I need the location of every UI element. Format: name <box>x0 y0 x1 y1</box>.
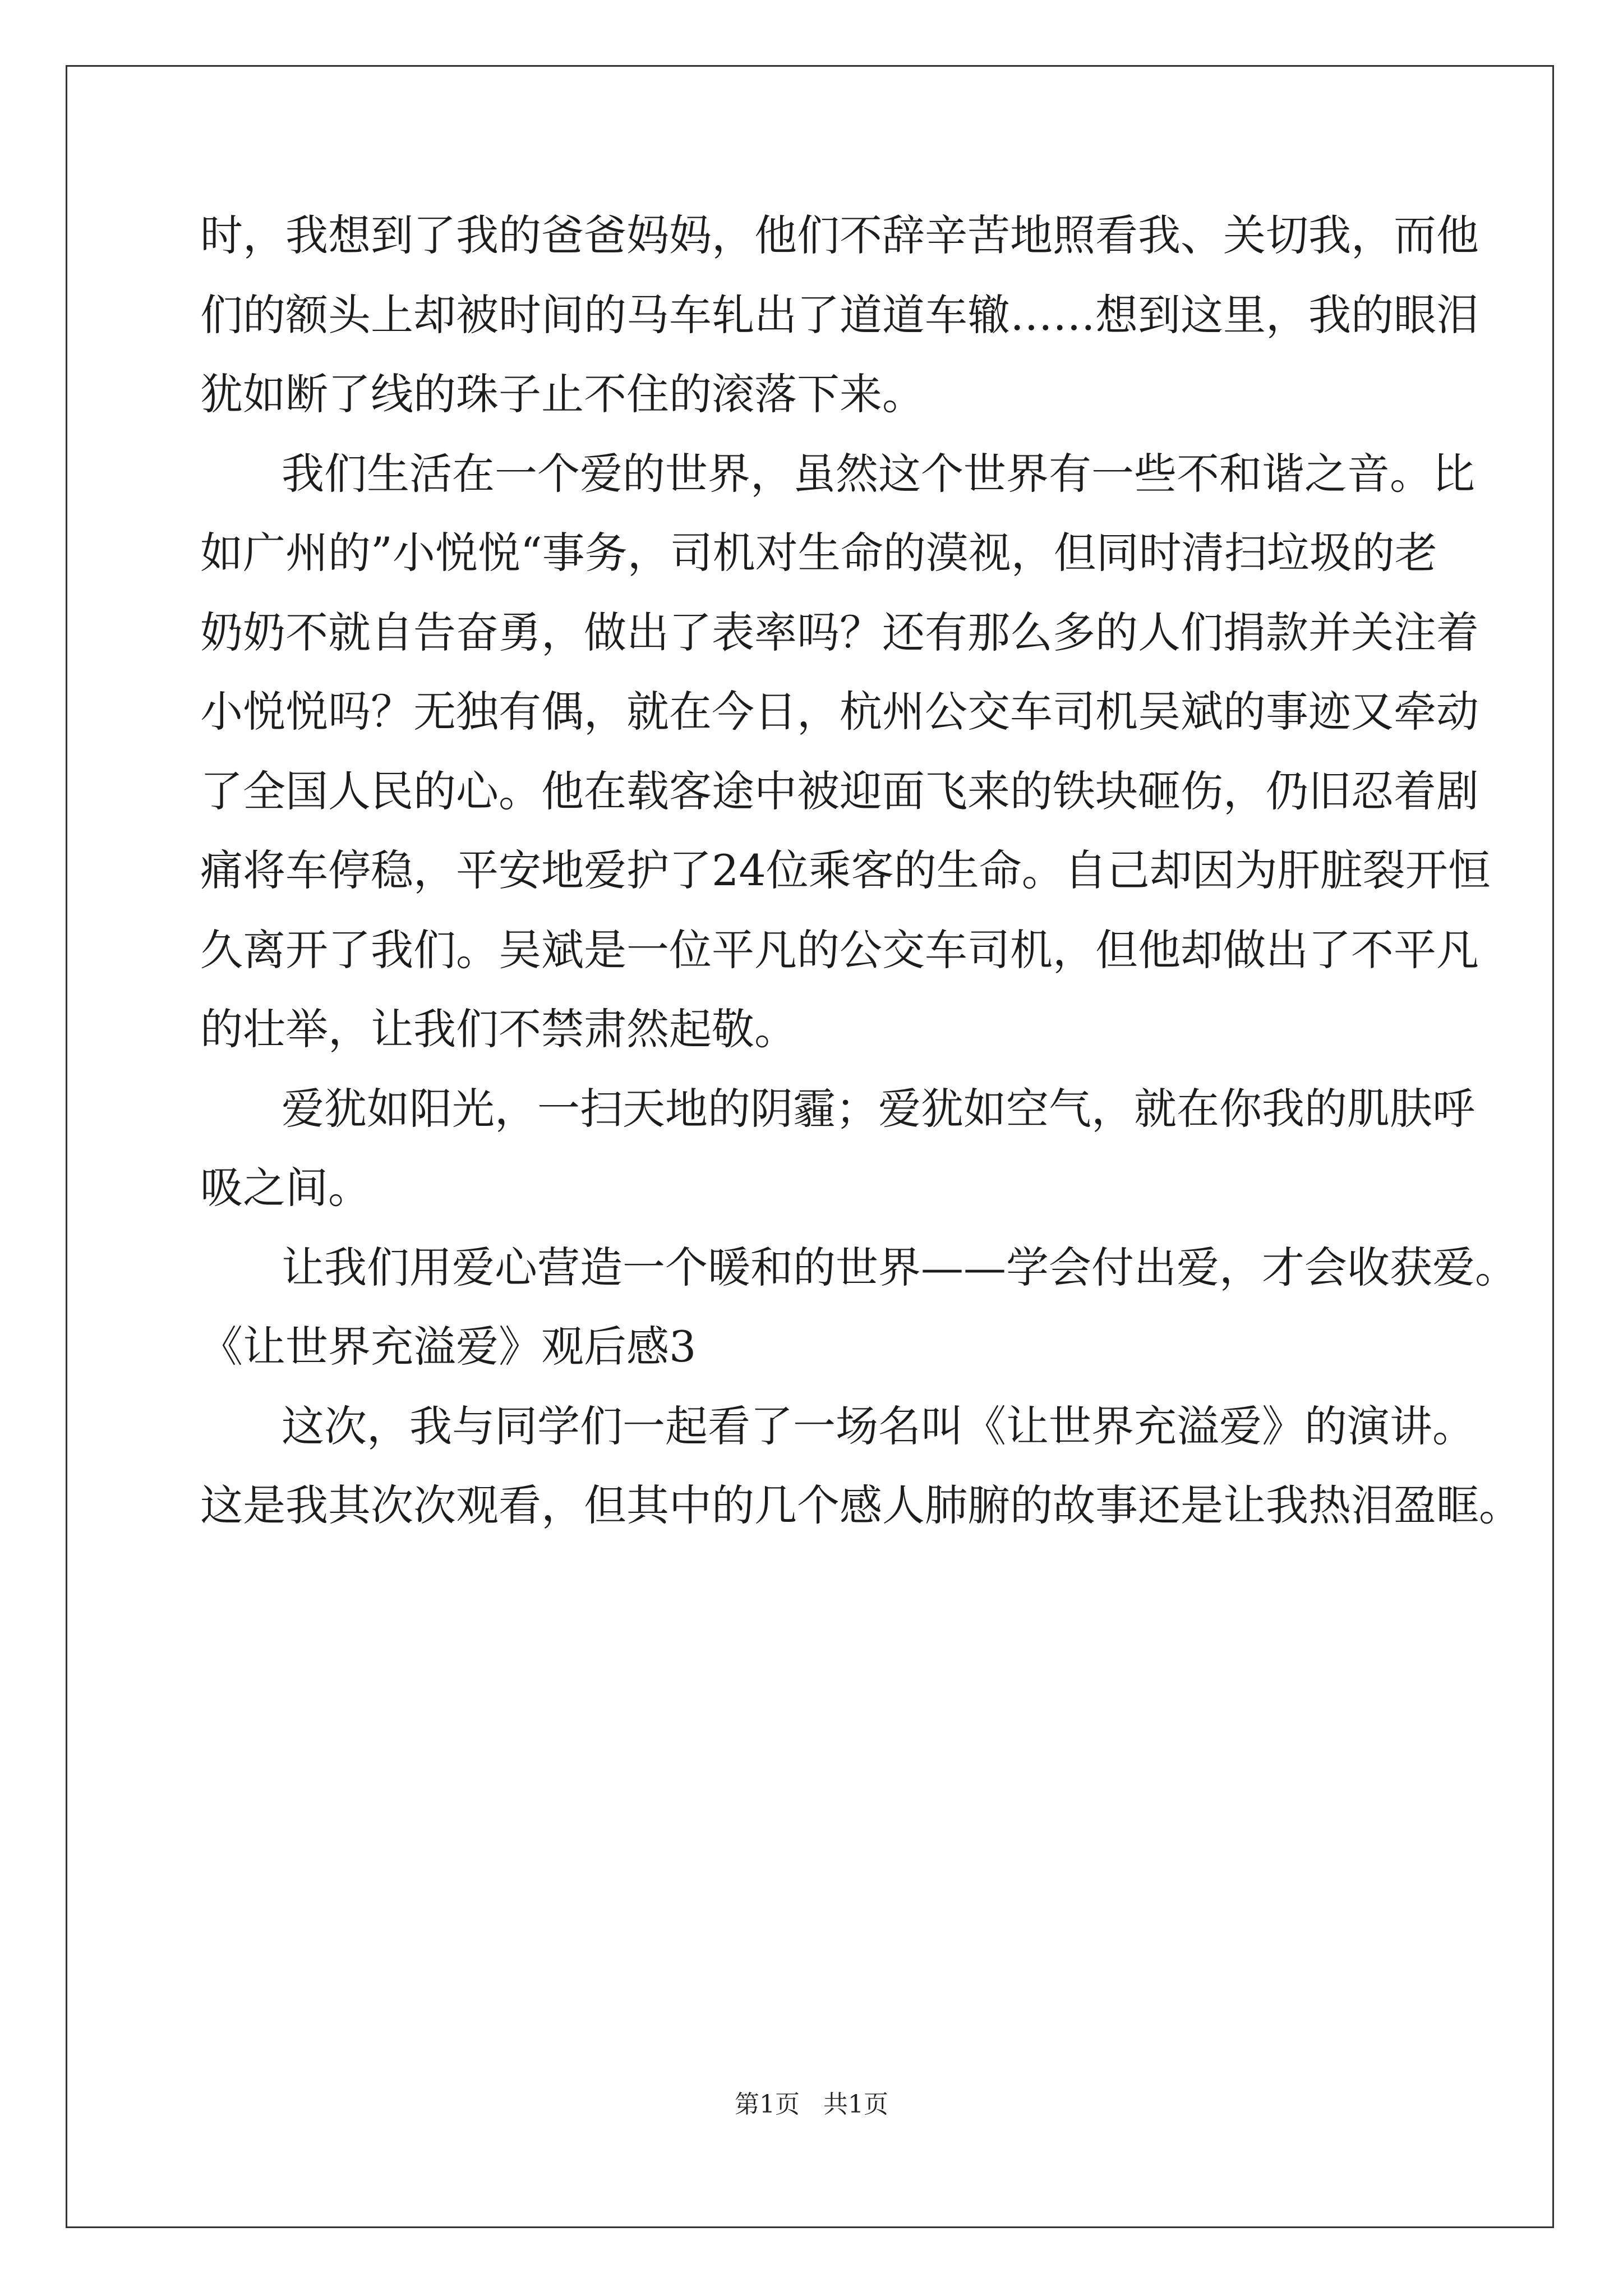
text-line: 痛将车停稳，平安地爱护了24位乘客的生命。自己却因为肝脏裂开恒 <box>200 845 1491 895</box>
text-line: 久离开了我们。吴斌是一位平凡的公交车司机，但他却做出了不平凡 <box>200 924 1479 975</box>
text-line: 时，我想到了我的爸爸妈妈，他们不辞辛苦地照看我、关切我，而他 <box>200 210 1479 260</box>
text-line: 让我们用爱心营造一个暖和的世界——学会付出爱，才会收获爱。 <box>282 1242 1518 1292</box>
text-line: 们的额头上却被时间的马车轧出了道道车辙……想到这里，我的眼泪 <box>200 289 1479 340</box>
text-line: 这是我其次次观看，但其中的几个感人肺腑的故事还是让我热泪盈眶。 <box>200 1480 1521 1530</box>
text-line: 爱犹如阳光，一扫天地的阴霾；爱犹如空气，就在你我的肌肤呼 <box>282 1083 1475 1134</box>
text-line: 奶奶不就自告奋勇，做出了表率吗？还有那么多的人们捐款并关注着 <box>200 607 1479 657</box>
text-line: 如广州的”小悦悦“事务，司机对生命的漠视，但同时清扫垃圾的老 <box>200 528 1437 578</box>
text-line: 吸之间。 <box>200 1163 371 1213</box>
text-line: 犹如断了线的珠子止不住的滚落下来。 <box>200 369 925 419</box>
text-line: 这次，我与同学们一起看了一场名叫《让世界充溢爱》的演讲。 <box>282 1401 1475 1451</box>
page-number: 第1页 共1页 <box>735 2090 888 2119</box>
text-line: 了全国人民的心。他在载客途中被迎面飞来的铁块砸伤，仍旧忍着剧 <box>200 766 1479 816</box>
text-line: 我们生活在一个爱的世界，虽然这个世界有一些不和谐之音。比 <box>282 448 1475 499</box>
section-title: 《让世界充溢爱》观后感3 <box>200 1322 697 1372</box>
text-line: 的壮举，让我们不禁肃然起敬。 <box>200 1004 797 1054</box>
document-body <box>200 210 1521 1564</box>
text-line: 小悦悦吗？无独有偶，就在今日，杭州公交车司机吴斌的事迹又牵动 <box>200 687 1479 737</box>
